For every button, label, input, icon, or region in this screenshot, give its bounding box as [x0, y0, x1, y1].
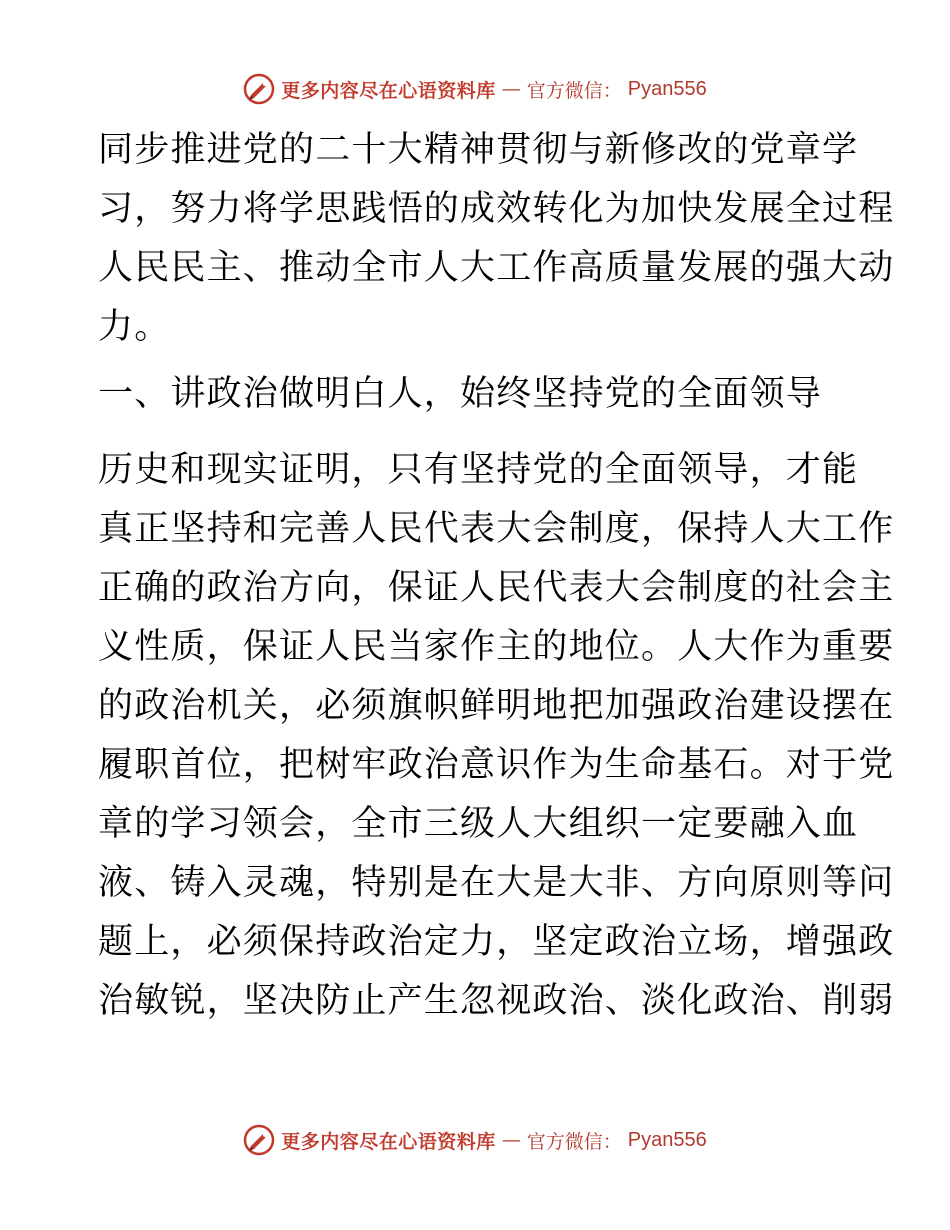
header-wechat-id: Pyan556 [627, 77, 707, 100]
header-brand-text: 更多内容尽在心语资料库 [281, 79, 496, 102]
body-line: 章的学习领会，全市三级人大组织一定要融入血 [98, 804, 859, 844]
body-line: 履职首位，把树牢政治意识作为生命基石。对于党 [98, 745, 895, 785]
header-official-label: 官方微信： [526, 79, 622, 102]
body-line: 义性质，保证人民当家作主的地位。人大作为重要 [98, 627, 895, 667]
footer-brand-text: 更多内容尽在心语资料库 [281, 1130, 496, 1153]
footer-wechat-id: Pyan556 [627, 1128, 707, 1151]
header-dash: — [501, 78, 521, 100]
body-line: 同步推进党的二十大精神贯彻与新修改的党章学 [98, 130, 859, 170]
footer-official-label: 官方微信： [526, 1130, 622, 1153]
body-line: 真正坚持和完善人民代表大会制度，保持人大工作 [98, 509, 895, 549]
body-line: 历史和现实证明，只有坚持党的全面领导，才能 [98, 450, 859, 490]
footer-watermark [0, 1122, 950, 1158]
body-line: 正确的政治方向，保证人民代表大会制度的社会主 [98, 568, 895, 608]
section-heading: 一、讲政治做明白人，始终坚持党的全面领导 [98, 374, 823, 414]
body-line: 习，努力将学思践悟的成效转化为加快发展全过程 [98, 189, 895, 229]
pen-logo-icon [243, 73, 275, 105]
body-line: 题上，必须保持政治定力，坚定政治立场，增强政 [98, 922, 895, 962]
body-line: 治敏锐，坚决防止产生忽视政治、淡化政治、削弱 [98, 981, 895, 1021]
pen-logo-icon [243, 1124, 275, 1156]
body-line: 液、铸入灵魂，特别是在大是大非、方向原则等问 [98, 863, 895, 903]
body-line: 的政治机关，必须旗帜鲜明地把加强政治建设摆在 [98, 686, 895, 726]
body-line: 人民民主、推动全市人大工作高质量发展的强大动 [98, 248, 895, 288]
footer-dash: — [501, 1129, 521, 1151]
header-watermark [0, 71, 950, 107]
body-line: 力。 [98, 307, 171, 347]
